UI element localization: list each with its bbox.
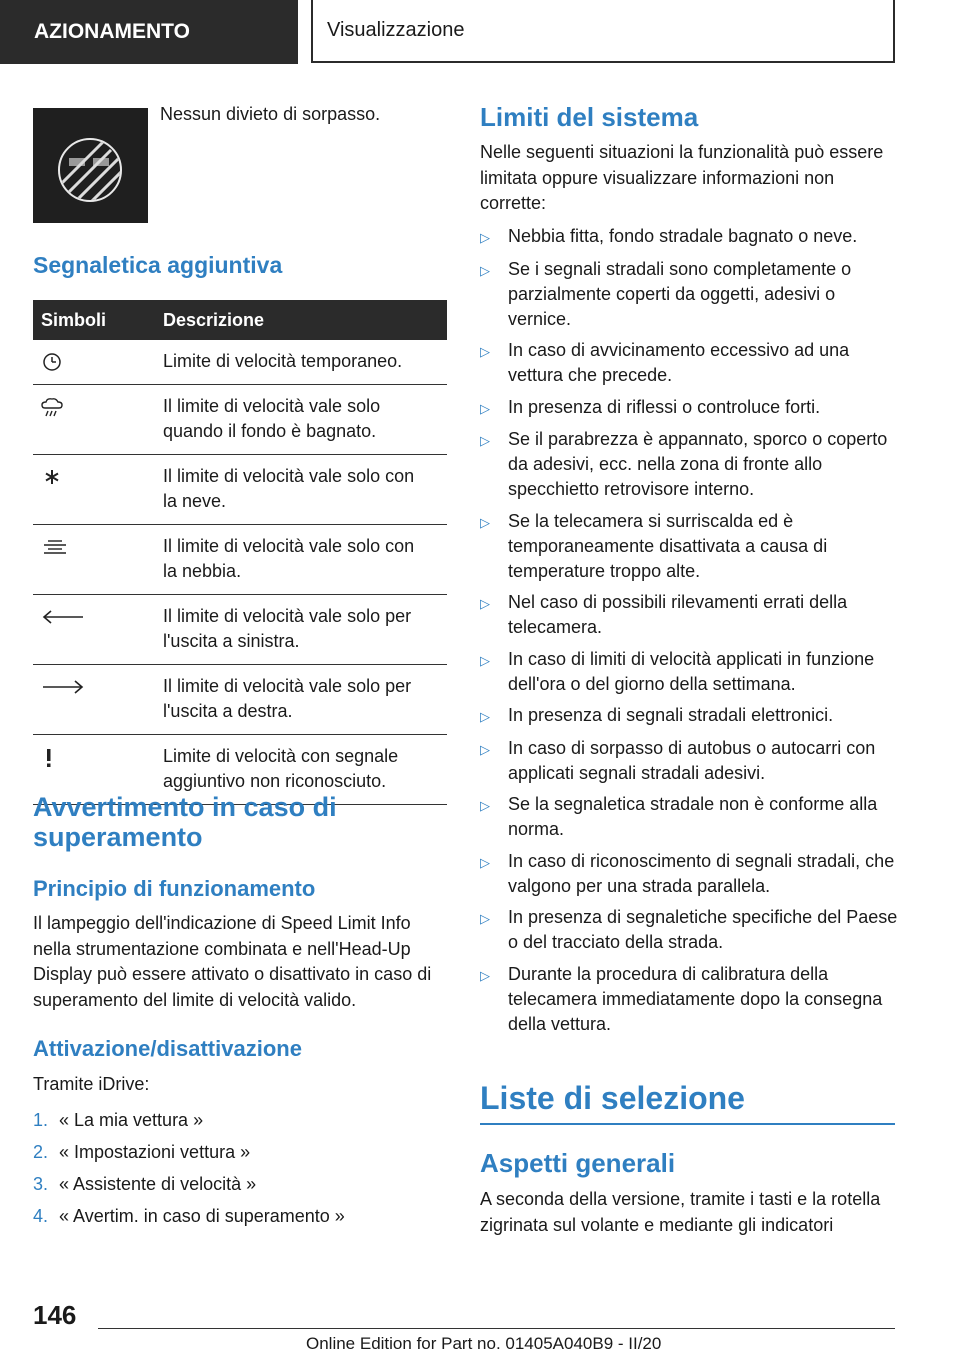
sign-caption: Nessun divieto di sorpasso. (160, 104, 381, 124)
section-heading-speeding-warning: Avvertimento in caso di superamento (33, 792, 337, 852)
edition-note: Online Edition for Part no. 01405A040B9 - II/20 (306, 1334, 662, 1353)
description-line: l'uscita a sinistra. (163, 631, 300, 651)
table-row (33, 525, 447, 595)
list-item (480, 792, 900, 842)
bullet-triangle-icon: ▷ (480, 741, 490, 757)
list-item (480, 590, 900, 640)
symbol-cell (33, 665, 163, 735)
chapter-header (311, 0, 895, 63)
bullet-text: Nel caso di possibili rilevamenti errati della telecamera. (508, 592, 848, 637)
section-heading-additional-signs: Segnaletica aggiuntiva (33, 252, 283, 278)
list-item (480, 647, 900, 697)
bullet-triangle-icon: ▷ (480, 400, 490, 416)
bullet-triangle-icon: ▷ (480, 798, 490, 813)
list-item (33, 1110, 345, 1142)
column-header-description: Descrizione (163, 300, 447, 340)
list-item (480, 703, 900, 729)
description-cell (163, 385, 447, 455)
end-of-no-overtaking-sign (33, 108, 148, 223)
description-line: l'uscita a destra. (163, 701, 293, 721)
general-aspects-text: A seconda della versione, tramite i tasti e la rotella zigrinata sul volante e mediante gli indicatori (480, 1189, 881, 1235)
bullet-text: Se il parabrezza è appannato, sporco o coperto da adesivi, ecc. nella zona di fronte allo specchietto retrovisore interno. (508, 429, 888, 499)
bullet-triangle-icon: ▷ (480, 230, 490, 245)
description-line: Il limite di velocità vale solo con (163, 466, 415, 486)
bullet-triangle-icon: ▷ (480, 652, 490, 668)
list-item (480, 257, 900, 332)
list-item (480, 962, 900, 1037)
description-line: Il limite di velocità vale solo (163, 396, 381, 416)
section-header (0, 0, 298, 64)
list-item (33, 1206, 345, 1238)
footer-divider (98, 1328, 895, 1329)
section-title: AZIONAMENTO (34, 20, 190, 43)
step-number: 4. (33, 1206, 49, 1226)
description-cell (163, 595, 447, 665)
fog-icon (39, 537, 69, 557)
description-line: la nebbia. (163, 561, 242, 581)
step-text: « La mia vettura » (59, 1110, 204, 1130)
step-number: 3. (33, 1174, 49, 1194)
table-header-row (33, 300, 447, 340)
bullet-triangle-icon: ▷ (480, 709, 490, 724)
bullet-triangle-icon: ▷ (480, 967, 490, 983)
table-row (33, 340, 447, 385)
description-line: Limite di velocità temporaneo. (163, 351, 403, 371)
description-line: Limite di velocità con segnale (163, 746, 399, 766)
step-text: « Impostazioni vettura » (59, 1142, 251, 1162)
list-item (480, 905, 900, 955)
bullet-text: Se la segnaletica stradale non è conforme alla norma. (508, 794, 878, 839)
snowflake-icon (39, 467, 65, 487)
idrive-intro: Tramite iDrive: (33, 1074, 150, 1094)
bullet-text: Se la telecamera si surriscalda ed è temporaneamente disattivata a causa di temperature troppo alte. (508, 510, 828, 581)
chapter-title: Visualizzazione (327, 19, 465, 41)
arrow-right-icon (39, 677, 87, 697)
bullet-triangle-icon: ▷ (480, 262, 490, 278)
system-limits-list (480, 224, 900, 1043)
description-cell (163, 665, 447, 735)
bullet-text: Durante la procedura di calibratura della telecamera immediatamente dopo la consegna della vettura. (508, 963, 883, 1034)
description-line: Il limite di velocità vale solo con (163, 536, 415, 556)
bullet-text: In caso di sorpasso di autobus o autocarri con applicati segnali stradali adesivi. (508, 737, 876, 783)
list-item (480, 509, 900, 584)
additional-signs-table (33, 300, 447, 805)
bullet-triangle-icon: ▷ (480, 514, 490, 530)
list-item (33, 1142, 345, 1174)
section-heading-system-limits: Limiti del sistema (480, 102, 699, 132)
subheading-operating-principle: Principio di funzionamento (33, 876, 316, 901)
list-item (480, 736, 900, 786)
subheading-activation: Attivazione/disattivazione (33, 1036, 302, 1061)
table-row (33, 455, 447, 525)
clock-icon (39, 352, 65, 372)
bullet-text: In caso di avvicinamento eccessivo ad una vettura che precede. (508, 340, 850, 385)
page-number: 146 (33, 1300, 77, 1330)
rain-icon (39, 397, 65, 419)
step-number: 2. (33, 1142, 49, 1162)
bullet-text: In caso di riconoscimento di segnali stradali, che valgono per una strada parallela. (508, 850, 895, 896)
description-cell (163, 340, 447, 385)
list-item (480, 849, 900, 899)
list-item (480, 395, 900, 421)
symbol-cell (33, 455, 163, 525)
exclamation-icon (39, 747, 59, 769)
system-limits-intro: Nelle seguenti situazioni la funzionalità può essere limitata oppure visualizzare informazioni non corrette: (480, 142, 884, 213)
bullet-text: Se i segnali stradali sono completamente o parzialmente coperti da oggetti, adesivi o vernice. (508, 258, 852, 329)
operating-principle-text: Il lampeggio dell'indicazione di Speed Limit Info nella strumentazione combinata e nell'Head-Up Display può essere attivato o disattivato in caso di superamento del limite di velocità valido. (33, 913, 432, 1010)
table-row (33, 595, 447, 665)
list-item (480, 427, 900, 502)
column-header-symbols: Simboli (33, 300, 163, 340)
list-item (480, 338, 900, 388)
list-item (33, 1174, 345, 1206)
section-heading-selection-lists: Liste di selezione (480, 1080, 895, 1125)
description-cell (163, 525, 447, 595)
description-line: Il limite di velocità vale solo per (163, 676, 412, 696)
table-row (33, 665, 447, 735)
table-row (33, 385, 447, 455)
symbol-cell (33, 385, 163, 455)
bullet-triangle-icon: ▷ (480, 854, 490, 870)
bullet-text: Nebbia fitta, fondo stradale bagnato o neve. (508, 226, 858, 246)
bullet-text: In presenza di segnali stradali elettronici. (508, 705, 834, 725)
description-line: quando il fondo è bagnato. (163, 421, 377, 441)
subheading-general-aspects: Aspetti generali (480, 1148, 676, 1178)
description-line: Il limite di velocità vale solo per (163, 606, 412, 626)
no-overtaking-end-icon (33, 108, 148, 223)
step-number: 1. (33, 1110, 49, 1130)
symbol-cell (33, 595, 163, 665)
description-line: la neve. (163, 491, 227, 511)
description-line: aggiuntivo non riconosciuto. (163, 771, 387, 791)
arrow-left-icon (39, 607, 87, 627)
bullet-triangle-icon: ▷ (480, 596, 490, 611)
idrive-steps (33, 1110, 345, 1238)
bullet-text: In presenza di segnaletiche specifiche del Paese o del tracciato della strada. (508, 907, 898, 952)
bullet-triangle-icon: ▷ (480, 344, 490, 359)
symbol-cell (33, 525, 163, 595)
step-text: « Assistente di velocità » (59, 1174, 257, 1194)
bullet-triangle-icon: ▷ (480, 433, 490, 448)
step-text: « Avertim. in caso di superamento » (59, 1206, 345, 1226)
bullet-text: In presenza di riflessi o controluce forti. (508, 396, 821, 417)
bullet-triangle-icon: ▷ (480, 911, 490, 926)
list-item (480, 224, 900, 250)
description-cell (163, 455, 447, 525)
bullet-text: In caso di limiti di velocità applicati in funzione dell'ora o del giorno della settimana. (508, 648, 875, 694)
symbol-cell (33, 340, 163, 385)
